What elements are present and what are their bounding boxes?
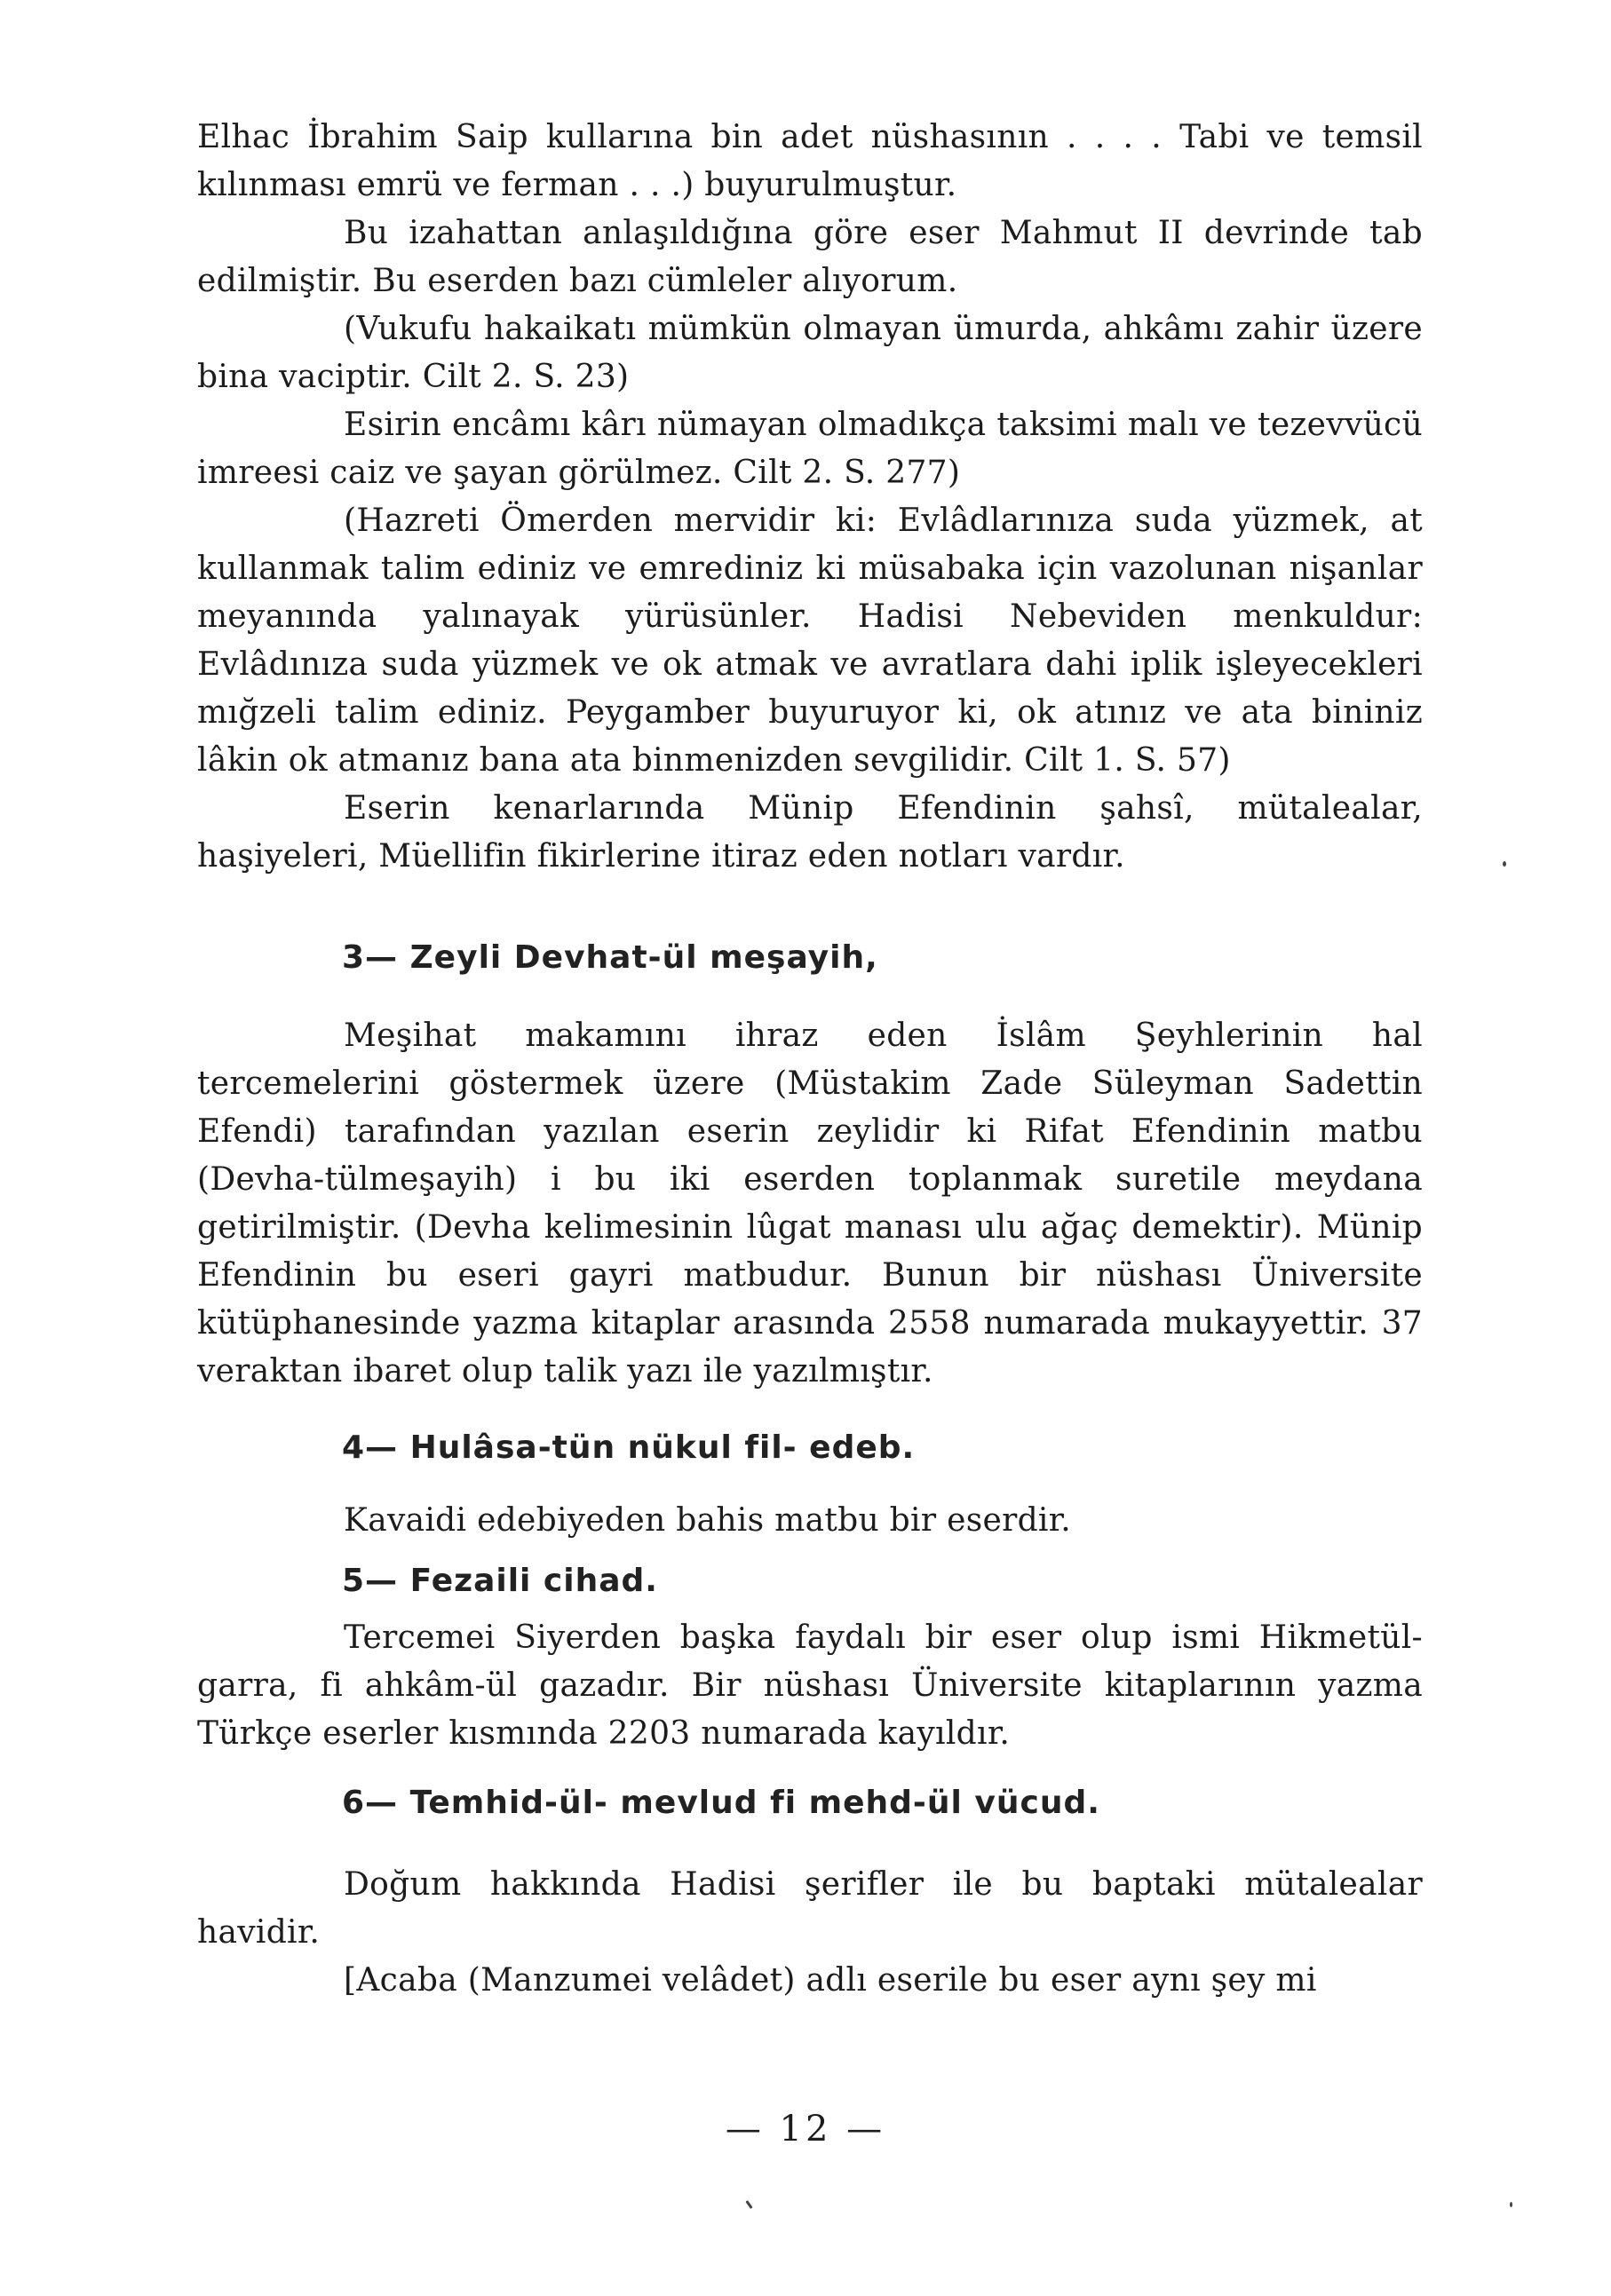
page-number: — 12 — bbox=[725, 2109, 886, 2150]
section-6-heading: 6— Temhid-ül- mevlud fi mehd-ül vücud. bbox=[342, 1785, 1100, 1821]
paragraph-2: Bu izahattan anlaşıldığına göre eser Mahmut II devrinde tab edilmiştir. Bu eserden bazı cümleler alıyorum. bbox=[197, 215, 1423, 299]
section-6-body-block bbox=[197, 1861, 1423, 2005]
section-6-body: Doğum hakkında Hadisi şerifler ile bu baptaki mütalealar havidir. bbox=[197, 1866, 1423, 1951]
scan-speck bbox=[745, 2200, 752, 2209]
paragraph-3: (Vukufu hakaikatı mümkün olmayan ümurda, ahkâmı zahir üzere bina vaciptir. Cilt 2. S. 23) bbox=[197, 311, 1423, 395]
section-5-body-block bbox=[197, 1614, 1423, 1758]
section-4-body-block bbox=[197, 1497, 1423, 1545]
section-3-body-block bbox=[197, 1012, 1423, 1396]
section-5-body: Tercemei Siyerden başka faydalı bir eser olup ismi Hikmetül- garra, fi ahkâm-ül gazadır. Bir nüshası Üniversite kitaplarının yazma Türkçe eserler kısmında 2203 numarada kayıldır. bbox=[197, 1619, 1423, 1752]
section-5-heading: 5— Fezaili cihad. bbox=[342, 1563, 658, 1599]
paragraph-5: (Hazreti Ömerden mervidir ki: Evlâdlarınıza suda yüzmek, at kullanmak talim ediniz ve emrediniz ki müsabaka için vazolunan nişanlar meyanında yalınayak yürüsünler. Hadisi Nebeviden menkuldur: Evlâdınıza suda yüzmek ve ok atmak ve avratlara dahi iplik işleyecekleri mığzeli talim ediniz. Peygamber buyuruyor ki, ok atınız ve ata bininiz lâkin ok atmanız bana ata binmenizden sevgilidir. Cilt 1. S. 57) bbox=[197, 503, 1423, 779]
scan-speck bbox=[1510, 2202, 1512, 2207]
section-3-heading: 3— Zeyli Devhat-ül meşayih, bbox=[342, 939, 878, 976]
section-3-body: Meşihat makamını ihraz eden İslâm Şeyhlerinin hal tercemelerini göstermek üzere (Müstakim Zade Süleyman Sadettin Efendi) tarafından yazılan eserin zeylidir ki Rifat Efendinin matbu (Devha-tülmeşayih) i bu iki eserden toplanmak suretile meydana getirilmiştir. (Devha kelimesinin lûgat manası ulu ağaç demektir). Münip Efendinin bu eseri gayri matbudur. Bunun bir nüshası Üniversite kütüphanesinde yazma kitaplar arasında 2558 numarada mukayyettir. 37 veraktan ibaret olup talik yazı ile yazılmıştır. bbox=[197, 1017, 1423, 1389]
paragraph-4: Esirin encâmı kârı nümayan olmadıkça taksimi malı ve tezevvücü imreesi caiz ve şayan görülmez. Cilt 2. S. 277) bbox=[197, 407, 1423, 491]
paragraph-6: Eserin kenarlarında Münip Efendinin şahsî, mütalealar, haşiyeleri, Müellifin fikirlerine itiraz eden notları vardır. bbox=[197, 790, 1423, 875]
section-4-heading: 4— Hulâsa-tün nükul fil- edeb. bbox=[342, 1429, 916, 1466]
top-text-block bbox=[197, 114, 1423, 881]
scan-speck bbox=[1503, 861, 1506, 867]
section-4-body: Kavaidi edebiyeden bahis matbu bir eserdir. bbox=[344, 1502, 1072, 1539]
section-6-body-continued: [Acaba (Manzumei velâdet) adlı eserile bu eser aynı şey mi bbox=[344, 1962, 1317, 1999]
paragraph-1: Elhac İbrahim Saip kullarına bin adet nüshasının . . . . Tabi ve temsil kılınması emrü ve ferman . . .) buyurulmuştur. bbox=[197, 119, 1423, 203]
